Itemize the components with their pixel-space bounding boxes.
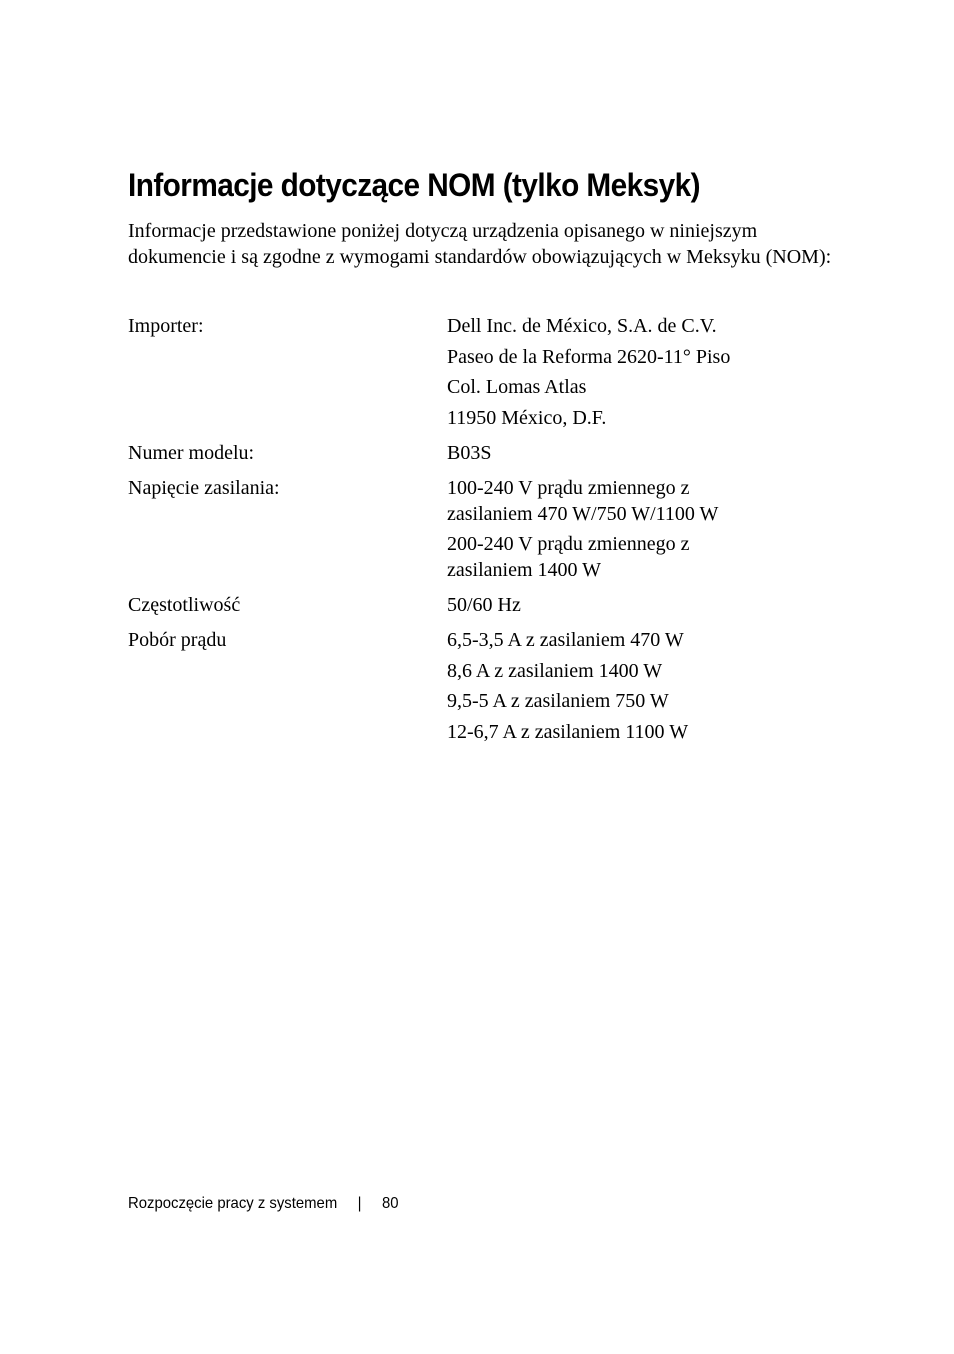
spec-value: 6,5-3,5 A z zasilaniem 470 W <box>447 629 684 651</box>
spec-label: Napięcie zasilania: <box>128 476 280 499</box>
spec-value: 200-240 V prądu zmiennego z zasilaniem 1400 W <box>447 533 690 581</box>
footer-separator: | <box>357 1195 362 1212</box>
spec-value: Dell Inc. de México, S.A. de C.V. <box>447 315 717 337</box>
spec-label: Numer modelu: <box>128 441 255 464</box>
spec-label: Pobór prądu <box>128 629 227 651</box>
spec-values <box>447 440 828 466</box>
spec-value: 8,6 A z zasilaniem 1400 W <box>447 659 663 682</box>
spec-label: Importer: <box>128 315 204 337</box>
spec-value: 50/60 Hz <box>447 594 521 616</box>
spec-value: 9,5-5 A z zasilaniem 750 W <box>447 690 669 712</box>
spec-value: Paseo de la Reforma 2620-11° Piso <box>447 345 731 368</box>
footer-section-title: Rozpoczęcie pracy z systemem <box>128 1195 338 1212</box>
spec-label: Częstotliwość <box>128 594 241 616</box>
spec-row-importer <box>128 313 828 431</box>
page-footer <box>128 1193 399 1215</box>
spec-values <box>447 475 828 584</box>
spec-values <box>447 592 828 618</box>
spec-row-supply-voltage <box>128 475 828 584</box>
spec-values <box>447 313 828 431</box>
spec-value: B03S <box>447 441 492 464</box>
spec-values <box>447 627 828 745</box>
spec-table <box>128 313 828 754</box>
spec-value: 100-240 V prądu zmiennego z zasilaniem 470 W/750 W/1100 W <box>447 476 719 525</box>
page-number: 80 <box>382 1195 399 1212</box>
spec-row-model-number <box>128 440 828 466</box>
spec-value: Col. Lomas Atlas <box>447 376 587 398</box>
page-title: Informacje dotyczące NOM (tylko Meksyk) <box>128 167 700 203</box>
spec-value: 12-6,7 A z zasilaniem 1100 W <box>447 720 689 743</box>
spec-row-frequency <box>128 592 828 618</box>
intro-paragraph: Informacje przedstawione poniżej dotyczą urządzenia opisanego w niniejszym dokumencie i są zgodne z wymogami standardów obowiązujących w Meksyku (NOM): <box>128 220 832 268</box>
spec-value: 11950 México, D.F. <box>447 406 607 429</box>
spec-row-current-draw <box>128 627 828 745</box>
